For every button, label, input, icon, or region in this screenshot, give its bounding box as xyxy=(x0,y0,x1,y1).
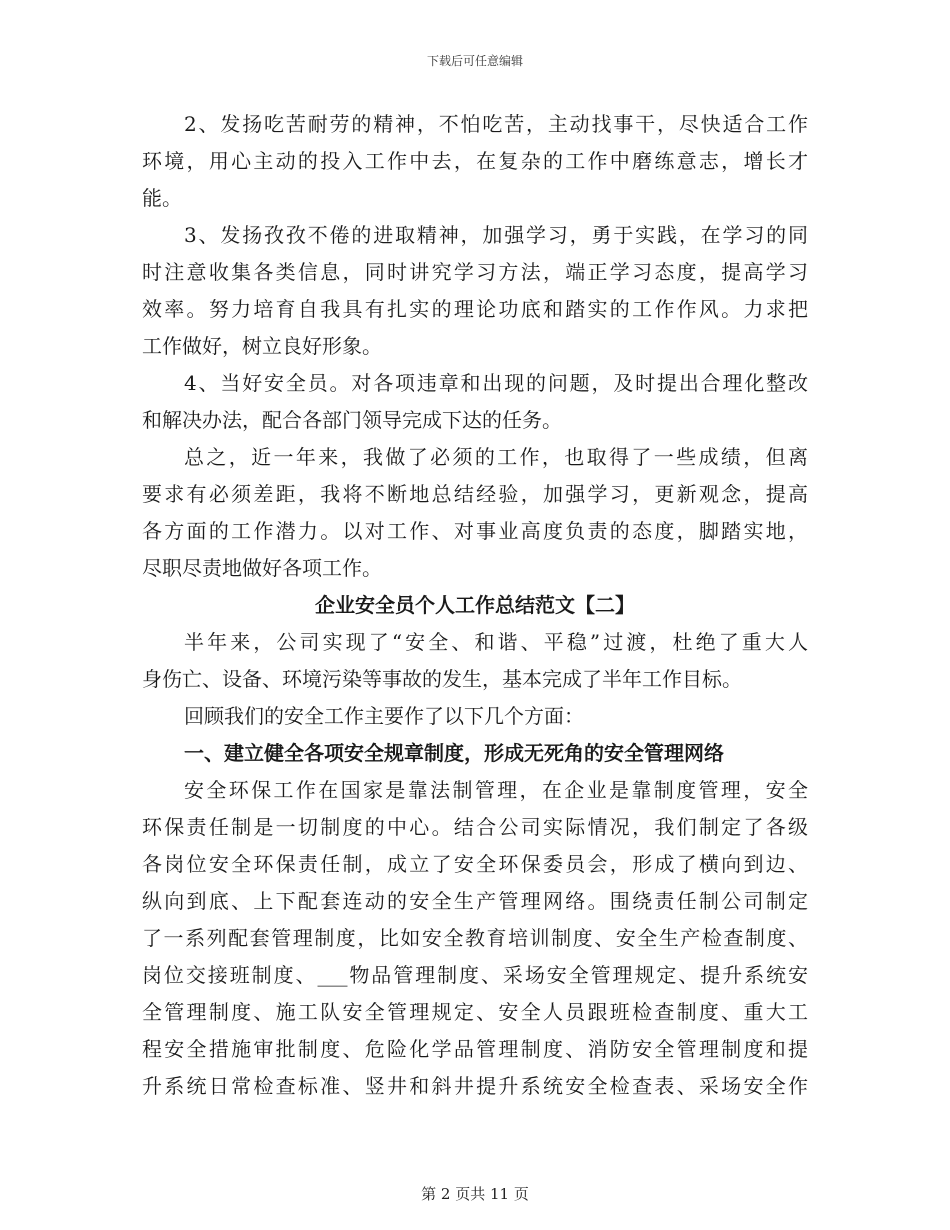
document-body xyxy=(142,106,808,1105)
paragraph-line: 和解决办法，配合各部门领导完成下达的任务。 xyxy=(142,408,562,432)
paragraph-line: 身伤亡、设备、环境污染等事故的发生，基本完成了半年工作目标。 xyxy=(142,667,742,691)
subsection-heading: 一、建立健全各项安全规章制度，形成无死角的安全管理网络 xyxy=(184,741,724,765)
paragraph-line: 了一系列配套管理制度，比如安全教育培训制度、安全生产检查制度、 xyxy=(142,926,808,950)
paragraph-line: 效率。努力培育自我具有扎实的理论功底和踏实的工作作风。力求把 xyxy=(142,297,808,321)
paragraph-line: 能。 xyxy=(142,186,182,210)
paragraph-line: 全管理制度、施工队安全管理规定、安全人员跟班检查制度、重大工 xyxy=(142,1000,808,1024)
paragraph-line: 尽职尽责地做好各项工作。 xyxy=(142,556,382,580)
paragraph-line: 回顾我们的安全工作主要作了以下几个方面： xyxy=(184,704,584,728)
paragraph-line: 4、当好安全员。对各项违章和出现的问题，及时提出合理化整改 xyxy=(184,371,808,395)
paragraph-line: 时注意收集各类信息，同时讲究学习方法，端正学习态度，提高学习 xyxy=(142,260,808,284)
paragraph-line: 岗位交接班制度、___物品管理制度、采场安全管理规定、提升系统安 xyxy=(142,963,808,987)
paragraph-line: 3、发扬孜孜不倦的进取精神，加强学习，勇于实践，在学习的同 xyxy=(184,223,808,247)
paragraph-line: 升系统日常检查标准、竖井和斜井提升系统安全检查表、采场安全作 xyxy=(142,1074,808,1098)
paragraph-line: 环保责任制是一切制度的中心。结合公司实际情况，我们制定了各级 xyxy=(142,815,808,839)
paragraph-line: 各岗位安全环保责任制，成立了安全环保委员会，形成了横向到边、 xyxy=(142,852,808,876)
paragraph-line: 总之，近一年来，我做了必须的工作，也取得了一些成绩，但离 xyxy=(184,445,808,469)
paragraph-line: 工作做好，树立良好形象。 xyxy=(142,334,382,358)
paragraph-line: 程安全措施审批制度、危险化学品管理制度、消防安全管理制度和提 xyxy=(142,1037,808,1061)
paragraph-line: 纵向到底、上下配套连动的安全生产管理网络。围绕责任制公司制定 xyxy=(142,889,808,913)
paragraph-line: 要求有必须差距，我将不断地总结经验，加强学习，更新观念，提高 xyxy=(142,482,808,506)
paragraph-line: 环境，用心主动的投入工作中去，在复杂的工作中磨练意志，增长才 xyxy=(142,149,808,173)
paragraph-line: 半年来，公司实现了“安全、和谐、平稳”过渡，杜绝了重大人 xyxy=(184,630,808,654)
paragraph-line: 各方面的工作潜力。以对工作、对事业高度负责的态度，脚踏实地， xyxy=(142,519,808,543)
page-footer: 第 2 页共 11 页 xyxy=(421,1185,529,1203)
paragraph-line: 2、发扬吃苦耐劳的精神，不怕吃苦，主动找事干，尽快适合工作 xyxy=(184,112,808,136)
page-header: 下载后可任意编辑 xyxy=(426,54,523,68)
paragraph-line: 安全环保工作在国家是靠法制管理，在企业是靠制度管理，安全 xyxy=(184,778,808,802)
section-title: 企业安全员个人工作总结范文【二】 xyxy=(315,593,635,617)
